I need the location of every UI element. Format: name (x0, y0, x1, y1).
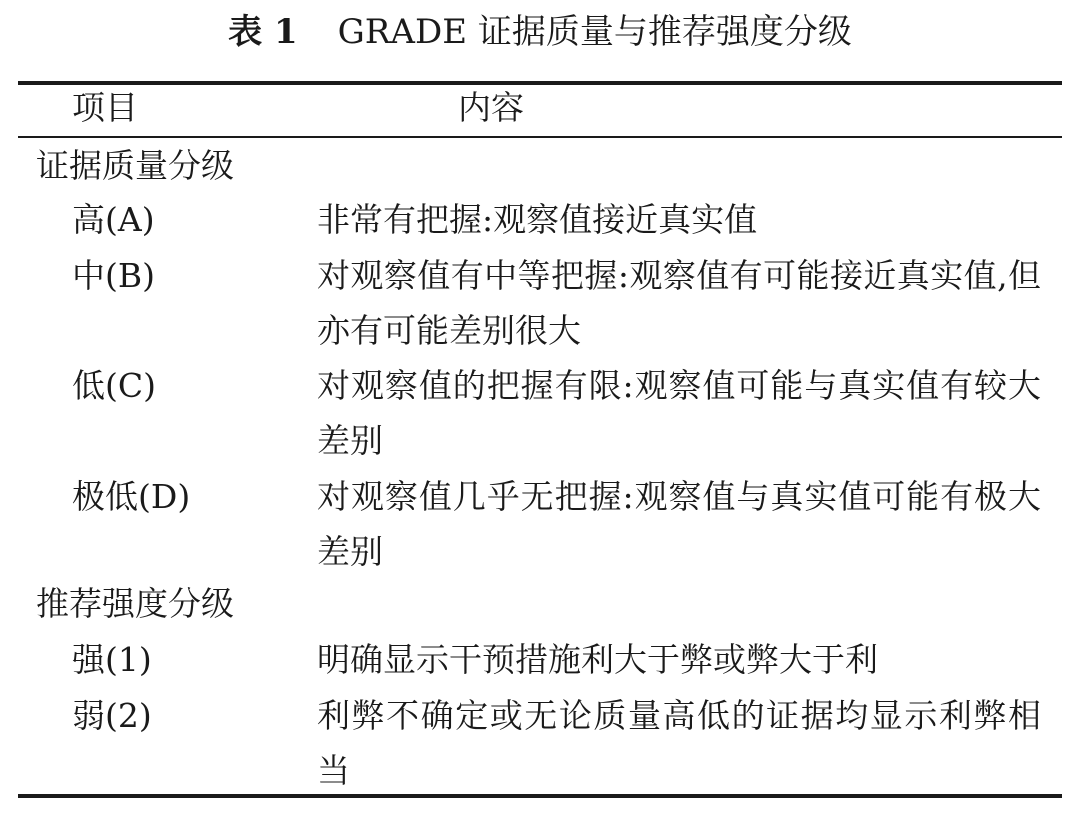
row-content-high: 非常有把握:观察值接近真实值 (317, 200, 758, 239)
table-title-text: GRADE 证据质量与推荐强度分级 (337, 12, 852, 52)
row-content-strong: 明确显示干预措施利大于弊或弊大于利 (317, 640, 878, 679)
row-content-very-low: 对观察值几乎无把握:观察值与真实值可能有极大差别 (317, 477, 1041, 571)
section-heading-recommendation: 推荐强度分级 (36, 584, 234, 623)
row-content-moderate: 对观察值有中等把握:观察值有可能接近真实值,但亦有可能差别很大 (317, 256, 1041, 350)
row-item-low: 低(C) (72, 366, 156, 405)
header-content: 内容 (458, 88, 524, 127)
row-item-strong: 强(1) (72, 640, 152, 679)
row-content-low: 对观察值的把握有限:观察值可能与真实值有较大差别 (317, 366, 1041, 460)
row-item-weak: 弱(2) (72, 696, 152, 735)
row-item-high: 高(A) (72, 200, 155, 239)
table-label: 表 1 (228, 12, 298, 52)
header-item: 项目 (72, 88, 138, 127)
row-content-weak: 利弊不确定或无论质量高低的证据均显示利弊相当 (317, 696, 1041, 790)
top-rule (18, 81, 1062, 85)
bottom-rule (18, 794, 1062, 798)
row-item-moderate: 中(B) (72, 256, 155, 295)
header-rule (18, 136, 1062, 138)
row-item-very-low: 极低(D) (72, 477, 191, 516)
table-title (0, 8, 1080, 56)
section-heading-evidence: 证据质量分级 (36, 146, 234, 185)
